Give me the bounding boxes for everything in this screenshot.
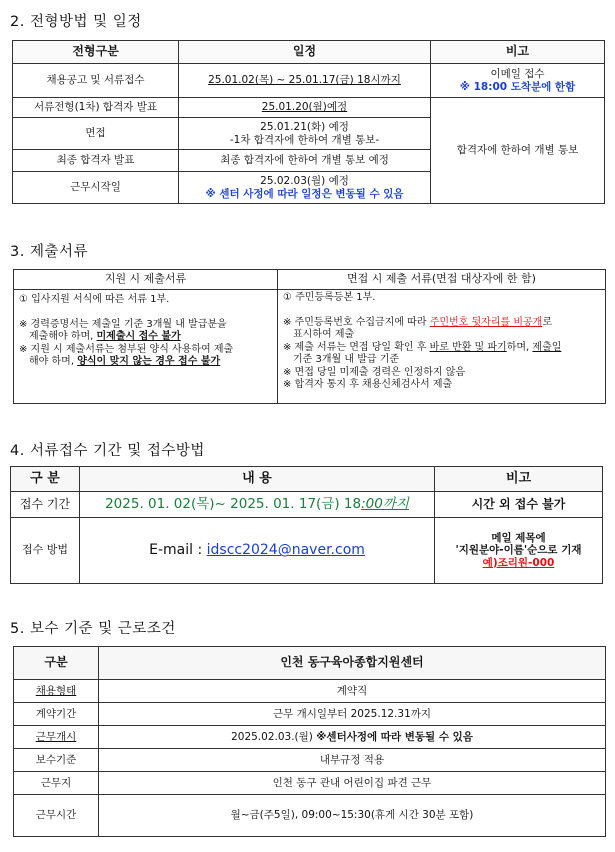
interview-docs-cell (278, 290, 606, 404)
date-line: 25.01.21(화) 예정 (260, 121, 349, 134)
interview-item: ① 주민등록등본 1부. (283, 292, 376, 303)
conditions-table (13, 646, 606, 837)
header-content: 내 용 (80, 467, 435, 492)
section-3-title: 3. 제출서류 (10, 244, 88, 260)
condition-value: 내부규정 적용 (99, 749, 606, 772)
section-2-title: 2. 전형방법 및 일정 (10, 14, 142, 30)
period-value: 2025. 01. 02(목)~ 2025. 01. 17(금) 18:00까지 (80, 492, 435, 518)
note-cell (431, 64, 605, 98)
documents-table (13, 269, 606, 404)
merged-note-cell: 합격자에 한하여 개별 통보 (431, 98, 605, 204)
period-label: 접수 기간 (11, 492, 80, 518)
date-cell (179, 118, 431, 150)
section-5-title: 5. 보수 기준 및 근로조건 (10, 621, 176, 637)
condition-value: 월~금(주5일), 09:00~15:30(휴게 시간 30분 포함) (99, 795, 606, 837)
method-value (80, 518, 435, 584)
date-line-emphasis: ※ 센터 사정에 따라 일정은 변동될 수 있음 (205, 187, 404, 200)
application-table (10, 466, 603, 584)
condition-value: 인천 동구 관내 어린이집 파견 근무 (99, 772, 606, 795)
stage-cell: 근무시작일 (13, 172, 179, 204)
interview-note: ※ 제출 서류는 면접 당일 확인 후 바로 반환 및 파기하며, 제출일 (283, 341, 562, 353)
condition-label: 근무시간 (14, 795, 99, 837)
header-center: 인천 동구육아종합지원센터 (99, 647, 606, 680)
condition-label: 근무지 (14, 772, 99, 795)
header-category: 구 분 (11, 467, 80, 492)
method-label: 접수 방법 (11, 518, 80, 584)
header-stage: 전형구분 (13, 41, 179, 64)
interview-note: ※ 주민등록번호 수집금지에 따라 주민번호 뒷자리를 비공개로 (283, 316, 552, 328)
date-cell: 25.01.20(월)예정 (179, 98, 431, 118)
condition-value: 근무 개시일부터 2025.12.31까지 (99, 703, 606, 726)
apply-docs-cell (14, 290, 278, 404)
apply-note: 제출해야 하며, 미제출시 접수 불가 (29, 331, 181, 342)
condition-label: 계약기간 (14, 703, 99, 726)
condition-value: 2025.02.03.(월) ※센터사정에 따라 변동될 수 있음 (99, 726, 606, 749)
header-apply-docs: 지원 시 제출서류 (14, 270, 278, 290)
schedule-table (12, 40, 605, 204)
date-line: 25.02.03(월) 예정 (260, 175, 349, 188)
section-4-title: 4. 서류접수 기간 및 접수방법 (10, 443, 205, 459)
stage-cell: 서류전형(1차) 합격자 발표 (13, 98, 179, 118)
header-note: 비고 (431, 41, 605, 64)
note-line-emphasis: ※ 18:00 도착분에 한함 (459, 80, 576, 93)
stage-cell: 최종 합격자 발표 (13, 150, 179, 172)
date-cell: 최종 합격자에 한하여 개별 통보 예정 (179, 150, 431, 172)
date-cell (179, 172, 431, 204)
email-link[interactable]: idscc2024@naver.com (206, 542, 365, 559)
condition-value: 계약직 (99, 680, 606, 703)
method-note: 메일 제목에 '지원분야-이름'순으로 기재 예)조리원-000 (435, 518, 603, 584)
note-line: 이메일 접수 (490, 68, 545, 81)
period-note: 시간 외 접수 불가 (435, 492, 603, 518)
interview-note: 표시하여 제출 (293, 329, 355, 340)
interview-note: ※ 면접 당일 미제출 경력은 인정하지 않음 (283, 366, 466, 378)
apply-note: 해야 하며, 양식이 맞지 않는 경우 접수 불가 (29, 356, 221, 367)
stage-cell: 면접 (13, 118, 179, 150)
email-label: E-mail : (149, 542, 207, 559)
stage-cell: 채용공고 및 서류접수 (13, 64, 179, 98)
header-category: 구분 (14, 647, 99, 680)
date-cell: 25.01.02(목) ~ 25.01.17(금) 18시까지 (179, 64, 431, 98)
apply-note: ※ 경력증명서는 제출일 기준 3개월 내 발급분을 (19, 318, 227, 330)
condition-label: 채용형태 (14, 680, 99, 703)
header-note: 비고 (435, 467, 603, 492)
date-line: -1차 합격자에 한하여 개별 통보- (229, 133, 380, 146)
apply-note: ※ 지원 시 제출서류는 첨부된 양식 사용하여 제출 (19, 343, 234, 355)
header-schedule: 일정 (179, 41, 431, 64)
header-interview-docs: 면접 시 제출 서류(면접 대상자에 한 함) (278, 270, 606, 290)
condition-label: 근무개시 (14, 726, 99, 749)
condition-label: 보수기준 (14, 749, 99, 772)
interview-note: 기준 3개월 내 발급 기준 (293, 354, 400, 365)
apply-item: ① 입사지원 서식에 따른 서류 1부. (19, 294, 170, 305)
interview-note: ※ 합격자 통지 후 채용신체검사서 제출 (283, 379, 453, 390)
